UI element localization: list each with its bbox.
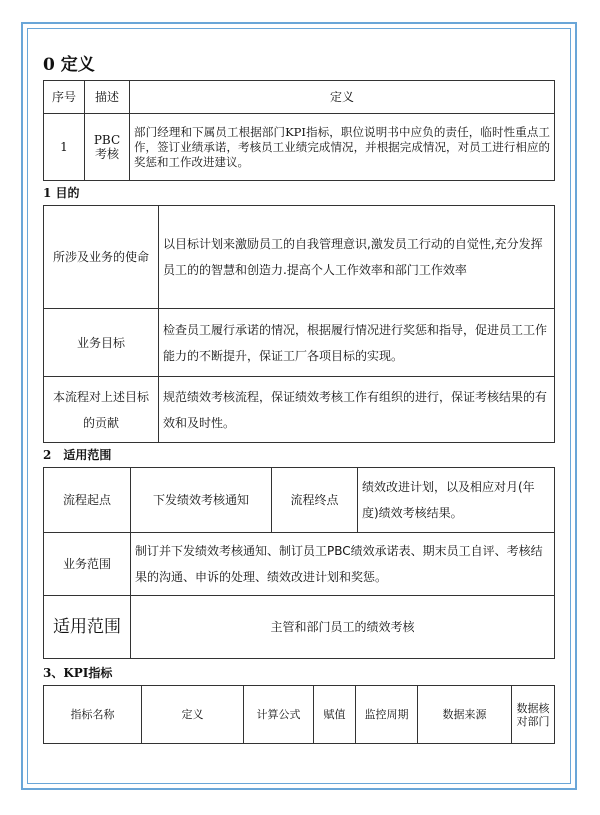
goal-label: 业务目标 — [44, 309, 159, 377]
scope-value: 制订并下发绩效考核通知、制订员工PBC绩效承诺表、期末员工自评、考核结果的沟通、申诉的处理、绩效改进计划和奖惩。 — [131, 533, 555, 596]
mission-label: 所涉及业务的使命 — [44, 206, 159, 309]
row-desc: PBC考核 — [85, 114, 130, 181]
start-value: 下发绩效考核通知 — [131, 468, 272, 533]
purpose-table — [43, 205, 555, 443]
row-number: 1 — [44, 114, 85, 181]
kpi-header-check-dept: 数据核对部门 — [512, 686, 555, 744]
header-seq: 序号 — [44, 81, 85, 114]
apply-label: 适用范围 — [44, 596, 131, 659]
apply-value: 主管和部门员工的绩效考核 — [131, 596, 555, 659]
row-definition: 部门经理和下属员工根据部门KPI指标，职位说明书中应负的责任，临时性重点工作，签订业绩承诺，考核员工业绩完成情况，并根据完成情况，对员工进行相应的奖惩和工作改进建议。 — [130, 114, 555, 181]
section2-heading: 2 适用范围 — [43, 448, 112, 462]
end-label: 流程终点 — [272, 468, 358, 533]
kpi-header-source: 数据来源 — [418, 686, 512, 744]
start-label: 流程起点 — [44, 468, 131, 533]
scope-label: 业务范围 — [44, 533, 131, 596]
contribution-text: 规范绩效考核流程，保证绩效考核工作有组织的进行，保证考核结果的有效和及时性。 — [159, 377, 555, 443]
document-body — [43, 50, 554, 744]
kpi-header-def: 定义 — [142, 686, 244, 744]
goal-text: 检查员工履行承诺的情况，根据履行情况进行奖惩和指导，促进员工工作能力的不断提升，保证工厂各项目标的实现。 — [159, 309, 555, 377]
definition-table — [43, 80, 555, 181]
section1-heading: 1 目的 — [43, 186, 80, 200]
kpi-table — [43, 685, 555, 744]
mission-text: 以目标计划来激励员工的自我管理意识,激发员工行动的自觉性,充分发挥员工的的智慧和创造力.提高个人工作效率和部门工作效率 — [159, 206, 555, 309]
section3-heading: 3、KPI指标 — [43, 666, 113, 680]
scope-table — [43, 467, 555, 659]
end-value: 绩效改进计划，以及相应对月(年度)绩效考核结果。 — [358, 468, 555, 533]
header-def: 定义 — [130, 81, 555, 114]
section0-heading: 0 定义 — [43, 55, 95, 75]
kpi-header-formula: 计算公式 — [244, 686, 314, 744]
kpi-header-cycle: 监控周期 — [356, 686, 418, 744]
kpi-header-name: 指标名称 — [44, 686, 142, 744]
contribution-label: 本流程对上述目标的贡献 — [44, 377, 159, 443]
kpi-header-value: 赋值 — [314, 686, 356, 744]
header-desc: 描述 — [85, 81, 130, 114]
